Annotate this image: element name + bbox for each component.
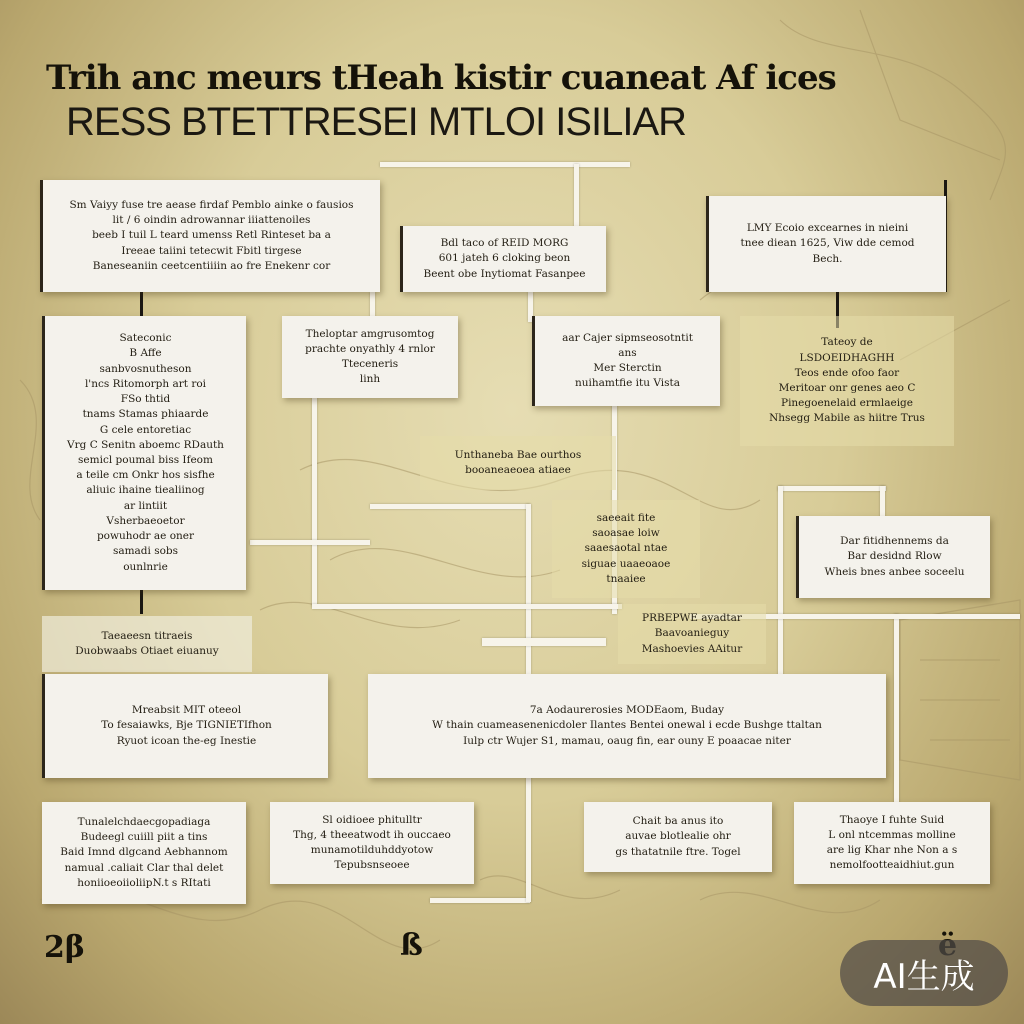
connector-line <box>140 590 143 614</box>
diagram-box-left-banner <box>42 616 252 672</box>
page-subtitle: RESS BTETTRESEI MTLOI ISILIAR <box>66 100 687 144</box>
diagram-box-left-tall <box>42 316 246 590</box>
glyph-mark-center: ß <box>400 928 423 963</box>
diagram-box-row-wide <box>368 674 886 778</box>
connector-line <box>312 604 622 609</box>
diagram-box-right-mid <box>796 516 990 598</box>
connector-line <box>380 162 630 167</box>
diagram-box-bottom-2 <box>270 802 474 884</box>
box-text: PRBEPWE ayadtar Baavoanieguy Mashoevies AAitur <box>641 612 743 655</box>
diagram-box-mid-small <box>282 316 458 398</box>
diagram-box-right-tan <box>740 316 954 446</box>
diagram-box-top-mid <box>400 226 606 292</box>
connector-line <box>778 486 783 676</box>
box-text: Chait ba anus ito auvae blotlealie ohr gs thatatnile ftre. Togel <box>615 815 741 858</box>
connector-line <box>430 898 530 903</box>
connector-line <box>482 638 606 646</box>
page-title: Trih anc meurs tHeah kistir cuaneat Af ices <box>46 58 836 98</box>
connector-line <box>778 486 886 491</box>
box-text: Tunalelchdaecgopadiaga Budeegl cuiill piit a tins Baid Imnd dlgcand Aebhannom namual .caliait Clar thal delet honiioeoiioliipN.t s RItati <box>60 815 228 889</box>
box-text: Thaoye I fuhte Suid L onl ntcemmas molline are lig Khar nhe Non a s nemolfootteaidhiut.gun <box>826 813 958 872</box>
box-text: aar Cajer sipmseosotntit ans Mer Sterctin nuihamtfie itu Vista <box>562 331 693 390</box>
diagram-box-center-banner <box>618 604 766 664</box>
box-text: Dar fitidhennems da Bar desidnd Rlow Wheis bnes anbee soceelu <box>824 535 965 578</box>
connector-line <box>312 396 317 606</box>
diagram-box-bottom-3 <box>584 802 772 872</box>
box-text: Sateconic B Affe sanbvosnutheson l'ncs Ritomorph art roi FSo thtid tnams Stamas phiaarde G cele entoretiac Vrg C Senitn aboemc RDauth semicl poumal biss Ifeom a teile cm Onkr hos sisfhe aliuic ihaine tiealiinog ar lintiit Vsherbaeoetor powuhodr ae oner samadi sobs ounlnrie <box>67 332 224 573</box>
diagram-box-center-right <box>532 316 720 406</box>
box-text: Sl oidioee phitulltr Thg, 4 theeatwodt ih ouccaeo munamotilduhddyotow Tepubsnseoee <box>293 813 451 872</box>
diagram-box-center-tan-2 <box>552 500 700 598</box>
box-text: Taeaeesn titraeis Duobwaabs Otiaet eiuanuy <box>75 629 219 657</box>
diagram-box-bottom-1 <box>42 802 246 904</box>
box-text: saeeait fite saoasae loiw saaesaotal ntae siguae uaaeoaoe tnaaiee <box>581 511 671 585</box>
ai-generated-watermark: AI生成 <box>840 940 1008 1006</box>
diagram-box-top-left <box>40 180 380 292</box>
box-text: Sm Vaiyy fuse tre aease firdaf Pemblo ainke o fausios lit / 6 oindin adrowannar iiiattenoiles beeb I tuil L teard umenss Retl Rinteset ba a Ireeae taiini tetecwit Fbitl tirgese Baneseaniin ceetcentiiiin ao fre Enekenr cor <box>69 198 354 272</box>
diagram-box-row-left <box>42 674 328 778</box>
box-text: Unthaneba Bae ourthos booaneaeoea atiaee <box>454 448 582 476</box>
connector-line <box>250 540 370 545</box>
box-text: 7a Aodaurerosies MODEaom, Buday W thain cuameasenenicdoler Ilantes Bentei onewal i ecde Bushge ttaltan Iulp ctr Wujer S1, mamau, oaug fin, ear ouny E poaacae niter <box>432 704 822 747</box>
diagram-box-top-right <box>706 196 946 292</box>
connector-line <box>574 164 579 230</box>
connector-line <box>526 504 531 674</box>
connector-line <box>894 614 899 804</box>
box-text: Bdl taco of REID MORG 601 jateh 6 cloking beon Beent obe Inytiomat Fasanpee <box>423 237 586 280</box>
box-text: Theloptar amgrusomtog prachte onyathly 4 rnlor Tteceneris linh <box>305 327 435 386</box>
diagram-box-bottom-4 <box>794 802 990 884</box>
box-text: LMY Ecoio excearnes in nieini tnee diean 1625, Viw dde cemod Bech. <box>740 222 915 265</box>
connector-line <box>140 292 143 316</box>
glyph-mark-left: 2β <box>44 930 85 965</box>
box-text: Tateoy de LSDOEIDHAGHH Teos ende ofoo faor Meritoar onr genes aeo C Pinegoenelaid ermlaeige Nhsegg Mabile as hiitre Trus <box>769 336 925 425</box>
box-text: Mreabsit MIT oteeol To fesaiawks, Bje TIGNIETIfhon Ryuot icoan the-eg Inestie <box>101 704 272 747</box>
diagram-box-center-tan <box>420 436 616 490</box>
connector-line <box>526 774 531 902</box>
connector-line <box>370 504 530 509</box>
